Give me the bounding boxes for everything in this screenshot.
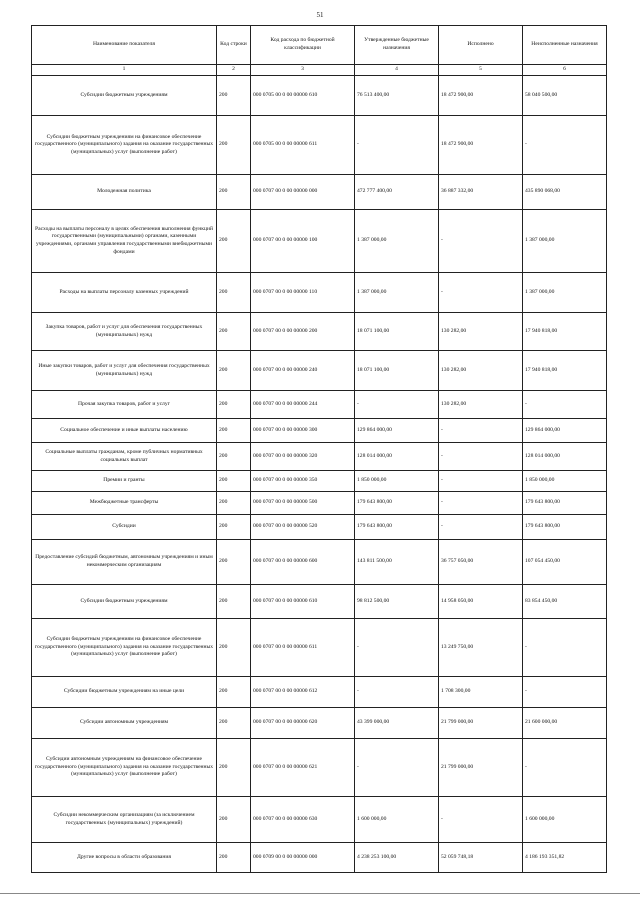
row-classification: 000 0707 00 0 00 00000 621 xyxy=(251,739,355,797)
row-name: Субсидии автономным учреждениям xyxy=(32,708,217,739)
table-row xyxy=(32,708,607,739)
row-executed: - xyxy=(439,443,523,471)
row-classification: 000 0707 00 0 00 00000 320 xyxy=(251,443,355,471)
row-executed: 130 282,00 xyxy=(439,351,523,391)
row-unexecuted: 1 600 000,00 xyxy=(523,797,607,843)
table-row xyxy=(32,843,607,873)
row-executed: - xyxy=(439,210,523,273)
row-unexecuted: - xyxy=(523,391,607,419)
row-approved: - xyxy=(355,391,439,419)
row-name: Субсидии бюджетным учреждениям xyxy=(32,76,217,116)
table-row xyxy=(32,313,607,351)
column-number: 1 xyxy=(32,65,217,76)
row-name: Субсидии бюджетным учреждениям на иные цели xyxy=(32,677,217,708)
row-approved: 128 014 000,00 xyxy=(355,443,439,471)
row-executed: 18 472 900,00 xyxy=(439,76,523,116)
table-row xyxy=(32,515,607,540)
row-name: Субсидии бюджетным учреждениям на финансовое обеспечение государственного (муниципального) задания на оказание государственных (муниципальных) услуг (выполнение работ) xyxy=(32,116,217,175)
row-unexecuted: 83 854 450,00 xyxy=(523,585,607,619)
row-code: 200 xyxy=(217,116,251,175)
budget-execution-table xyxy=(31,25,607,873)
row-approved: 43 399 000,00 xyxy=(355,708,439,739)
table-row xyxy=(32,619,607,677)
row-unexecuted: - xyxy=(523,619,607,677)
row-unexecuted: 4 186 193 351,82 xyxy=(523,843,607,873)
row-name: Субсидии бюджетным учреждениям xyxy=(32,585,217,619)
row-unexecuted: 435 890 068,00 xyxy=(523,175,607,210)
row-executed: 36 887 332,00 xyxy=(439,175,523,210)
row-name: Премии и гранты xyxy=(32,471,217,492)
row-name: Расходы на выплаты персоналу казенных учреждений xyxy=(32,273,217,313)
row-code: 200 xyxy=(217,471,251,492)
table-row xyxy=(32,471,607,492)
row-code: 200 xyxy=(217,619,251,677)
row-classification: 000 0707 00 0 00 00000 000 xyxy=(251,175,355,210)
row-executed: - xyxy=(439,273,523,313)
row-code: 200 xyxy=(217,391,251,419)
table-row xyxy=(32,116,607,175)
row-code: 200 xyxy=(217,515,251,540)
table-row xyxy=(32,797,607,843)
row-code: 200 xyxy=(217,175,251,210)
row-approved: 179 643 800,00 xyxy=(355,492,439,515)
row-executed: 21 799 000,00 xyxy=(439,708,523,739)
row-classification: 000 0705 00 0 00 00000 611 xyxy=(251,116,355,175)
row-executed: 36 757 050,00 xyxy=(439,540,523,585)
row-name: Социальное обеспечение и иные выплаты населению xyxy=(32,419,217,443)
row-executed: - xyxy=(439,492,523,515)
row-classification: 000 0707 00 0 00 00000 200 xyxy=(251,313,355,351)
row-approved: 1 387 000,00 xyxy=(355,273,439,313)
column-header-unexecuted: Неисполненные назначения xyxy=(523,26,607,65)
row-approved: 76 513 400,00 xyxy=(355,76,439,116)
row-classification: 000 0705 00 0 00 00000 610 xyxy=(251,76,355,116)
row-classification: 000 0709 00 0 00 00000 000 xyxy=(251,843,355,873)
row-name: Расходы на выплаты персоналу в целях обеспечения выполнения функций государственными (муниципальными) органами, казенными учреждениями, органами управления государственными внебюджетными фондами xyxy=(32,210,217,273)
column-number: 4 xyxy=(355,65,439,76)
table-row xyxy=(32,585,607,619)
row-classification: 000 0707 00 0 00 00000 611 xyxy=(251,619,355,677)
row-classification: 000 0707 00 0 00 00000 620 xyxy=(251,708,355,739)
row-unexecuted: - xyxy=(523,116,607,175)
row-name: Межбюджетные трансферты xyxy=(32,492,217,515)
row-name: Иные закупки товаров, работ и услуг для обеспечения государственных (муниципальных) нужд xyxy=(32,351,217,391)
row-approved: 143 811 500,00 xyxy=(355,540,439,585)
row-unexecuted: 129 864 000,00 xyxy=(523,419,607,443)
column-number-row xyxy=(32,65,607,76)
row-code: 200 xyxy=(217,273,251,313)
row-code: 200 xyxy=(217,210,251,273)
column-header-classification: Код расхода по бюджетной классификации xyxy=(251,26,355,65)
row-name: Субсидии автономным учреждениям на финансовое обеспечение государственного (муниципального) задания на оказание государственных (муниципальных) услуг (выполнение работ) xyxy=(32,739,217,797)
row-name: Молодежная политика xyxy=(32,175,217,210)
row-unexecuted: 58 040 500,00 xyxy=(523,76,607,116)
table-row xyxy=(32,351,607,391)
row-approved: 98 812 500,00 xyxy=(355,585,439,619)
page-number: 51 xyxy=(316,11,324,19)
row-approved: 472 777 400,00 xyxy=(355,175,439,210)
table-row xyxy=(32,391,607,419)
row-unexecuted: 179 643 800,00 xyxy=(523,515,607,540)
row-name: Предоставление субсидий бюджетным, автономным учреждениям и иным некоммерческим организациям xyxy=(32,540,217,585)
row-name: Субсидии бюджетным учреждениям на финансовое обеспечение государственного (муниципального) задания на оказание государственных (муниципальных) услуг (выполнение работ) xyxy=(32,619,217,677)
table-row xyxy=(32,175,607,210)
row-executed: 1 708 300,00 xyxy=(439,677,523,708)
row-classification: 000 0707 00 0 00 00000 630 xyxy=(251,797,355,843)
row-name: Прочая закупка товаров, работ и услуг xyxy=(32,391,217,419)
row-approved: - xyxy=(355,739,439,797)
row-approved: 1 850 000,00 xyxy=(355,471,439,492)
row-classification: 000 0707 00 0 00 00000 610 xyxy=(251,585,355,619)
row-executed: 13 249 750,00 xyxy=(439,619,523,677)
row-classification: 000 0707 00 0 00 00000 244 xyxy=(251,391,355,419)
row-unexecuted: 1 387 000,00 xyxy=(523,210,607,273)
row-unexecuted: - xyxy=(523,739,607,797)
row-executed: 130 282,00 xyxy=(439,313,523,351)
page-bottom-divider xyxy=(0,893,640,894)
table-row xyxy=(32,273,607,313)
row-approved: 18 071 100,00 xyxy=(355,313,439,351)
row-approved: 1 600 000,00 xyxy=(355,797,439,843)
row-unexecuted: 1 850 000,00 xyxy=(523,471,607,492)
row-classification: 000 0707 00 0 00 00000 240 xyxy=(251,351,355,391)
row-unexecuted: 21 600 000,00 xyxy=(523,708,607,739)
column-header-name: Наименование показателя xyxy=(32,26,217,65)
row-code: 200 xyxy=(217,443,251,471)
row-approved: 1 387 000,00 xyxy=(355,210,439,273)
table-row xyxy=(32,443,607,471)
row-name: Субсидии xyxy=(32,515,217,540)
row-executed: 21 799 000,00 xyxy=(439,739,523,797)
row-unexecuted: 17 940 818,00 xyxy=(523,313,607,351)
row-code: 200 xyxy=(217,492,251,515)
column-header-approved: Утвержденные бюджетные назначения xyxy=(355,26,439,65)
row-executed: 14 958 050,00 xyxy=(439,585,523,619)
column-number: 6 xyxy=(523,65,607,76)
row-code: 200 xyxy=(217,739,251,797)
row-code: 200 xyxy=(217,677,251,708)
table-row xyxy=(32,677,607,708)
row-executed: 18 472 900,00 xyxy=(439,116,523,175)
table-row xyxy=(32,739,607,797)
table-row xyxy=(32,419,607,443)
row-executed: - xyxy=(439,419,523,443)
row-name: Закупка товаров, работ и услуг для обеспечения государственных (муниципальных) нужд xyxy=(32,313,217,351)
row-unexecuted: 128 014 000,00 xyxy=(523,443,607,471)
row-code: 200 xyxy=(217,708,251,739)
row-classification: 000 0707 00 0 00 00000 300 xyxy=(251,419,355,443)
row-code: 200 xyxy=(217,797,251,843)
row-executed: 52 059 748,18 xyxy=(439,843,523,873)
row-name: Социальные выплаты гражданам, кроме публичных нормативных социальных выплат xyxy=(32,443,217,471)
row-executed: - xyxy=(439,471,523,492)
row-approved: 4 238 253 100,00 xyxy=(355,843,439,873)
row-approved: 179 643 800,00 xyxy=(355,515,439,540)
row-classification: 000 0707 00 0 00 00000 350 xyxy=(251,471,355,492)
table-row xyxy=(32,210,607,273)
row-approved: - xyxy=(355,677,439,708)
row-executed: - xyxy=(439,515,523,540)
row-executed: - xyxy=(439,797,523,843)
row-classification: 000 0707 00 0 00 00000 520 xyxy=(251,515,355,540)
row-name: Другие вопросы в области образования xyxy=(32,843,217,873)
column-number: 2 xyxy=(217,65,251,76)
row-code: 200 xyxy=(217,419,251,443)
row-classification: 000 0707 00 0 00 00000 100 xyxy=(251,210,355,273)
row-name: Субсидии некоммерческим организациям (за исключением государственных (муниципальных) учреждений) xyxy=(32,797,217,843)
row-approved: - xyxy=(355,116,439,175)
row-code: 200 xyxy=(217,313,251,351)
row-approved: - xyxy=(355,619,439,677)
row-code: 200 xyxy=(217,843,251,873)
table-row xyxy=(32,540,607,585)
row-unexecuted: 1 387 000,00 xyxy=(523,273,607,313)
row-classification: 000 0707 00 0 00 00000 500 xyxy=(251,492,355,515)
row-approved: 129 864 000,00 xyxy=(355,419,439,443)
row-classification: 000 0707 00 0 00 00000 612 xyxy=(251,677,355,708)
row-unexecuted: 107 054 450,00 xyxy=(523,540,607,585)
row-code: 200 xyxy=(217,351,251,391)
row-classification: 000 0707 00 0 00 00000 600 xyxy=(251,540,355,585)
row-unexecuted: 179 643 800,00 xyxy=(523,492,607,515)
header-row xyxy=(32,26,607,65)
row-code: 200 xyxy=(217,76,251,116)
row-executed: 130 282,00 xyxy=(439,391,523,419)
column-number: 3 xyxy=(251,65,355,76)
row-approved: 18 071 100,00 xyxy=(355,351,439,391)
row-unexecuted: 17 940 818,00 xyxy=(523,351,607,391)
row-unexecuted: - xyxy=(523,677,607,708)
row-code: 200 xyxy=(217,540,251,585)
table-row xyxy=(32,492,607,515)
table-row xyxy=(32,76,607,116)
row-classification: 000 0707 00 0 00 00000 110 xyxy=(251,273,355,313)
column-header-code: Код строки xyxy=(217,26,251,65)
row-code: 200 xyxy=(217,585,251,619)
column-number: 5 xyxy=(439,65,523,76)
column-header-executed: Исполнено xyxy=(439,26,523,65)
